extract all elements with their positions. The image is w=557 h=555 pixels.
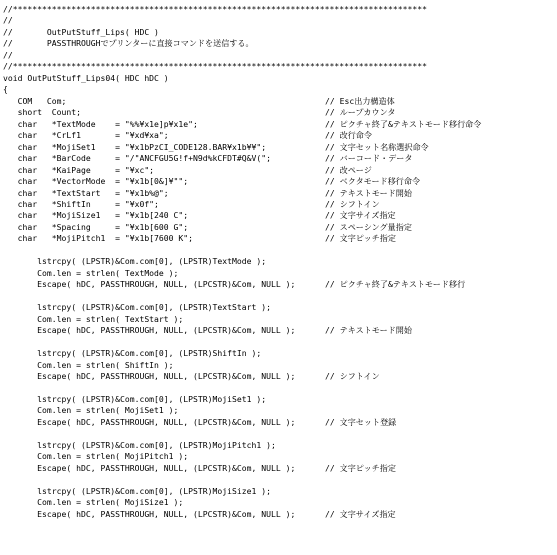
code-line	[3, 210, 555, 221]
code-line	[3, 256, 555, 267]
code-text: char *MojiSet1 = "¥x1bPzCI_CODE128.BAR¥x1b¥¥";	[3, 141, 267, 152]
code-text: lstrcpy( (LPSTR)&Com.com[0], (LPSTR)TextStart );	[3, 302, 272, 313]
code-text: // PASSTHROUGHでプリンターに直接コマンドを送信する。	[3, 38, 254, 49]
code-line	[3, 486, 555, 497]
code-line	[3, 451, 555, 462]
code-text: lstrcpy( (LPSTR)&Com.com[0], (LPSTR)MojiSize1 );	[3, 485, 272, 496]
code-line	[3, 153, 555, 164]
code-text: Com.len = strlen( MojiSize1 );	[3, 497, 184, 508]
code-text: // OutPutStuff_Lips( HDC )	[3, 26, 159, 37]
code-line	[3, 291, 555, 302]
line-comment: // シフトイン	[325, 371, 380, 381]
code-line	[3, 360, 555, 371]
line-comment: // ベクタモード移行命令	[325, 176, 421, 187]
line-comment: // Esc出力構造体	[325, 95, 395, 106]
code-text: char *MojiPitch1 = "¥x1b[7600 K";	[3, 233, 194, 244]
code-line	[3, 222, 555, 233]
code-text: Com.len = strlen( MojiPitch1 );	[3, 451, 189, 462]
code-line	[3, 302, 555, 313]
line-comment: // シフトイン	[325, 198, 380, 209]
code-line	[3, 245, 555, 256]
code-line	[3, 497, 555, 508]
code-text: lstrcpy( (LPSTR)&Com.com[0], (LPSTR)TextMode );	[3, 256, 267, 267]
code-text: Escape( hDC, PASSTHROUGH, NULL, (LPCSTR)&Com, NULL );	[3, 462, 296, 473]
code-line	[3, 107, 555, 118]
line-comment: // 文字サイズ指定	[325, 508, 396, 519]
line-comment: // 文字ピッチ指定	[325, 233, 396, 244]
line-comment: // 改ページ	[325, 164, 372, 175]
code-text: void OutPutStuff_Lips04( HDC hDC )	[3, 72, 169, 83]
line-comment: // 文字セット登録	[325, 416, 397, 427]
code-line	[3, 84, 555, 95]
code-line	[3, 50, 555, 61]
code-line	[3, 96, 555, 107]
code-line	[3, 440, 555, 451]
code-line	[3, 348, 555, 359]
code-line	[3, 417, 555, 428]
line-comment: // テキストモード開始	[325, 325, 412, 336]
line-comment: // ピクチャ終了&テキストモード移行	[325, 279, 466, 290]
code-text: //	[3, 49, 13, 60]
code-line	[3, 61, 555, 72]
code-line	[3, 199, 555, 210]
code-text: Escape( hDC, PASSTHROUGH, NULL, (LPCSTR)&Com, NULL );	[3, 325, 296, 336]
code-text: char *CrLf1 = "¥xd¥xa";	[3, 130, 169, 141]
code-line	[3, 27, 555, 38]
code-text: char *MojiSize1 = "¥x1b[240 C";	[3, 210, 189, 221]
code-line	[3, 279, 555, 290]
line-comment: // ピクチャ終了&テキストモード移行命令	[325, 118, 482, 129]
code-line	[3, 405, 555, 416]
code-line	[3, 165, 555, 176]
code-line	[3, 15, 555, 26]
line-comment: // 文字ピッチ指定	[325, 462, 396, 473]
code-line	[3, 233, 555, 244]
code-line	[3, 73, 555, 84]
code-line	[3, 474, 555, 485]
code-text: lstrcpy( (LPSTR)&Com.com[0], (LPSTR)MojiSet1 );	[3, 393, 267, 404]
code-text: Com.len = strlen( TextStart );	[3, 313, 184, 324]
code-text: char *BarCode = "/"ANCFGU5G!f+N9d%kCFDT#Q&V(";	[3, 153, 272, 164]
code-text: Escape( hDC, PASSTHROUGH, NULL, (LPCSTR)&Com, NULL );	[3, 371, 296, 381]
code-line	[3, 38, 555, 49]
code-line	[3, 394, 555, 405]
line-comment: // スペーシング量指定	[325, 221, 412, 232]
code-line	[3, 176, 555, 187]
code-text: Com.len = strlen( ShiftIn );	[3, 359, 174, 370]
code-text: Com.len = strlen( MojiSet1 );	[3, 405, 179, 416]
code-text: char *TextMode = "%%¥x1e]p¥x1e";	[3, 118, 198, 129]
code-text: Escape( hDC, PASSTHROUGH, NULL, (LPCSTR)&Com, NULL );	[3, 416, 296, 427]
code-text: char *KaiPage = "¥xc";	[3, 164, 155, 175]
code-text: char *VectorMode = "¥x1b[0&]¥"";	[3, 176, 189, 187]
code-line	[3, 371, 555, 382]
code-line	[3, 428, 555, 439]
code-line	[3, 4, 555, 15]
code-text: short Count;	[3, 107, 81, 118]
code-text: char *ShiftIn = "¥x0f";	[3, 198, 159, 209]
code-text: char *TextStart = "¥x1b%@";	[3, 187, 169, 198]
line-comment: // ループカウンタ	[325, 107, 396, 118]
code-text: //*************************************************************************************	[3, 4, 427, 14]
line-comment: // テキストモード開始	[325, 187, 412, 198]
code-line	[3, 382, 555, 393]
line-comment: // 文字セット名称選択命令	[325, 141, 429, 152]
code-text: //*************************************************************************************	[3, 61, 427, 72]
line-comment: // 文字サイズ指定	[325, 210, 396, 221]
code-line	[3, 314, 555, 325]
line-comment: // 改行命令	[325, 130, 372, 141]
code-line	[3, 509, 555, 520]
code-text: Com.len = strlen( TextMode );	[3, 267, 179, 278]
code-line	[3, 130, 555, 141]
code-text: lstrcpy( (LPSTR)&Com.com[0], (LPSTR)ShiftIn );	[3, 348, 262, 359]
code-text: Escape( hDC, PASSTHROUGH, NULL, (LPCSTR)&Com, NULL );	[3, 508, 296, 519]
code-line	[3, 325, 555, 336]
code-text: lstrcpy( (LPSTR)&Com.com[0], (LPSTR)MojiPitch1 );	[3, 439, 276, 450]
code-text: COM Com;	[3, 95, 67, 106]
code-line	[3, 463, 555, 474]
code-line	[3, 188, 555, 199]
code-text: {	[3, 84, 8, 95]
code-line	[3, 142, 555, 153]
source-code-listing	[3, 4, 555, 553]
code-text: char *Spacing = "¥x1b[600 G";	[3, 221, 189, 232]
code-text: //	[3, 15, 13, 26]
code-line	[3, 268, 555, 279]
line-comment: // バーコード・データ	[325, 153, 413, 164]
code-line	[3, 119, 555, 130]
code-text: Escape( hDC, PASSTHROUGH, NULL, (LPCSTR)&Com, NULL );	[3, 279, 296, 290]
code-line	[3, 337, 555, 348]
